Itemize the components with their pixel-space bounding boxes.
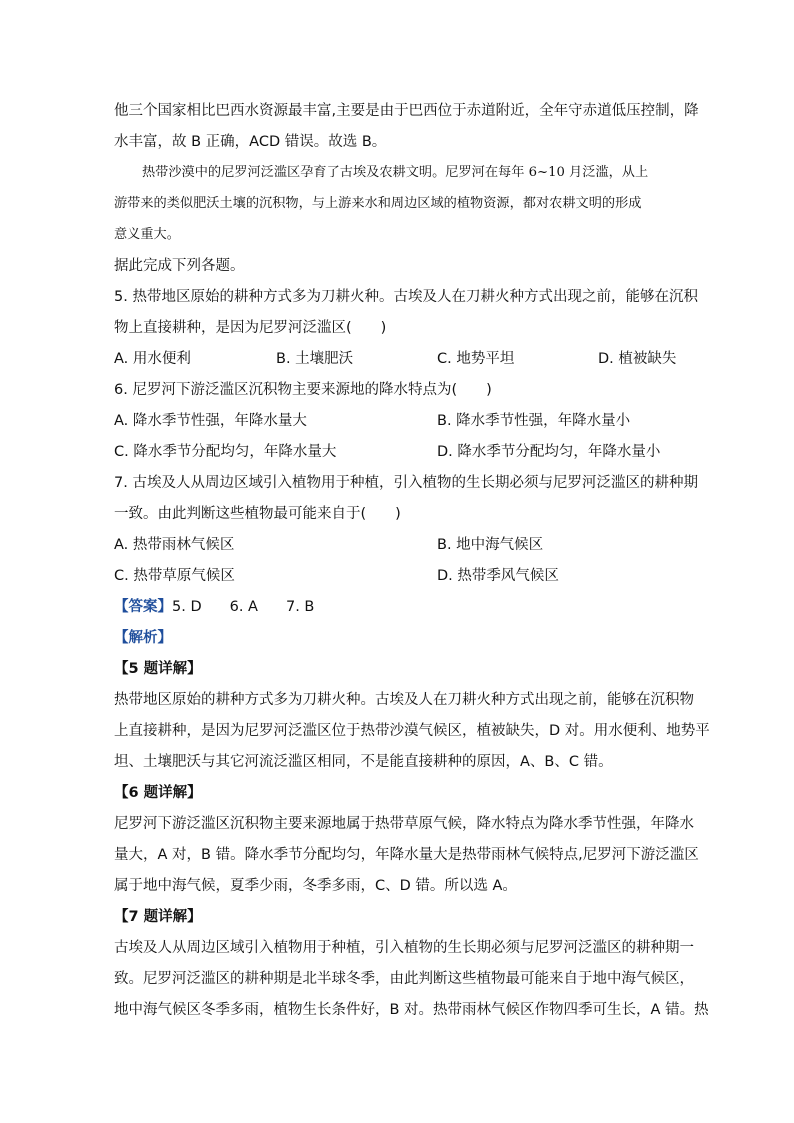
q7-option-a: A. 热带雨林气候区 bbox=[114, 537, 235, 553]
detail-6-text: 尼罗河下游泛滥区沉积物主要来源地属于热带草原气候，降水特点为降水季节性强，年降水 bbox=[114, 816, 694, 832]
question-5-cont: 物上直接耕种，是因为尼罗河泛滥区( ) bbox=[114, 320, 387, 336]
detail-6-text: 量大，A 对，B 错。降水季节分配均匀，年降水量大是热带雨林气候特点,尼罗河下游泛滥区 bbox=[114, 847, 699, 863]
detail-7-text: 古埃及人从周边区域引入植物用于种植，引入植物的生长期必须与尼罗河泛滥区的耕种期一 bbox=[114, 940, 694, 956]
q7-option-c: C. 热带草原气候区 bbox=[114, 568, 235, 584]
passage-line: 热带沙漠中的尼罗河泛滥区孕育了古埃及农耕文明。尼罗河在每年 6~10 月泛滥，从上 bbox=[142, 165, 649, 180]
answer-6: 6. A bbox=[229, 599, 258, 615]
text-line: 水丰富，故 B 正确，ACD 错误。故选 B。 bbox=[114, 134, 387, 150]
detail-5-heading: 【5 题详解】 bbox=[114, 661, 202, 677]
analysis-heading: 【解析】 bbox=[114, 630, 172, 646]
passage-line: 游带来的类似肥沃土壤的沉积物，与上游来水和周边区域的植物资源，都对农耕文明的形成 bbox=[114, 196, 642, 211]
text-line: 他三个国家相比巴西水资源最丰富,主要是由于巴西位于赤道附近，全年守赤道低压控制，降 bbox=[114, 103, 699, 119]
q5-option-d: D. 植被缺失 bbox=[598, 351, 677, 367]
question-7-cont: 一致。由此判断这些植物最可能来自于( ) bbox=[114, 506, 401, 522]
question-7: 7. 古埃及人从周边区域引入植物用于种植，引入植物的生长期必须与尼罗河泛滥区的耕种期 bbox=[114, 475, 698, 491]
passage-line: 意义重大。 bbox=[114, 227, 180, 242]
answer-5: 5. D bbox=[172, 599, 202, 615]
detail-5-text: 坦、土壤肥沃与其它河流泛滥区相同，不是能直接耕种的原因，A、B、C 错。 bbox=[114, 754, 613, 770]
detail-5-text: 上直接耕种，是因为尼罗河泛滥区位于热带沙漠气候区，植被缺失，D 对。用水便利、地势平 bbox=[114, 723, 710, 739]
detail-6-text: 属于地中海气候，夏季少雨，冬季多雨，C、D 错。所以选 A。 bbox=[114, 878, 517, 894]
answer-label: 【答案】 bbox=[114, 599, 172, 615]
q7-option-b: B. 地中海气候区 bbox=[437, 537, 544, 553]
detail-7-text: 地中海气候区冬季多雨，植物生长条件好，B 对。热带雨林气候区作物四季可生长，A 错。热 bbox=[114, 1002, 709, 1018]
answer-7: 7. B bbox=[285, 599, 315, 615]
detail-6-heading: 【6 题详解】 bbox=[114, 785, 202, 801]
q5-option-c: C. 地势平坦 bbox=[437, 351, 515, 367]
q6-option-a: A. 降水季节性强，年降水量大 bbox=[114, 413, 307, 429]
question-6: 6. 尼罗河下游泛滥区沉积物主要来源地的降水特点为( ) bbox=[114, 382, 492, 398]
answer-row bbox=[114, 597, 314, 617]
detail-7-heading: 【7 题详解】 bbox=[114, 909, 202, 925]
q7-option-d: D. 热带季风气候区 bbox=[437, 568, 559, 584]
instruction-text: 据此完成下列各题。 bbox=[114, 258, 245, 274]
q6-option-d: D. 降水季节分配均匀，年降水量小 bbox=[437, 444, 661, 460]
q5-option-b: B. 土壤肥沃 bbox=[276, 351, 354, 367]
question-5: 5. 热带地区原始的耕种方式多为刀耕火种。古埃及人在刀耕火种方式出现之前，能够在沉积 bbox=[114, 289, 698, 305]
detail-7-text: 致。尼罗河泛滥区的耕种期是北半球冬季，由此判断这些植物最可能来自于地中海气候区， bbox=[114, 971, 694, 987]
q5-option-a: A. 用水便利 bbox=[114, 351, 191, 367]
q6-option-c: C. 降水季节分配均匀，年降水量大 bbox=[114, 444, 337, 460]
q6-option-b: B. 降水季节性强，年降水量小 bbox=[437, 413, 631, 429]
detail-5-text: 热带地区原始的耕种方式多为刀耕火种。古埃及人在刀耕火种方式出现之前，能够在沉积物 bbox=[114, 692, 694, 708]
